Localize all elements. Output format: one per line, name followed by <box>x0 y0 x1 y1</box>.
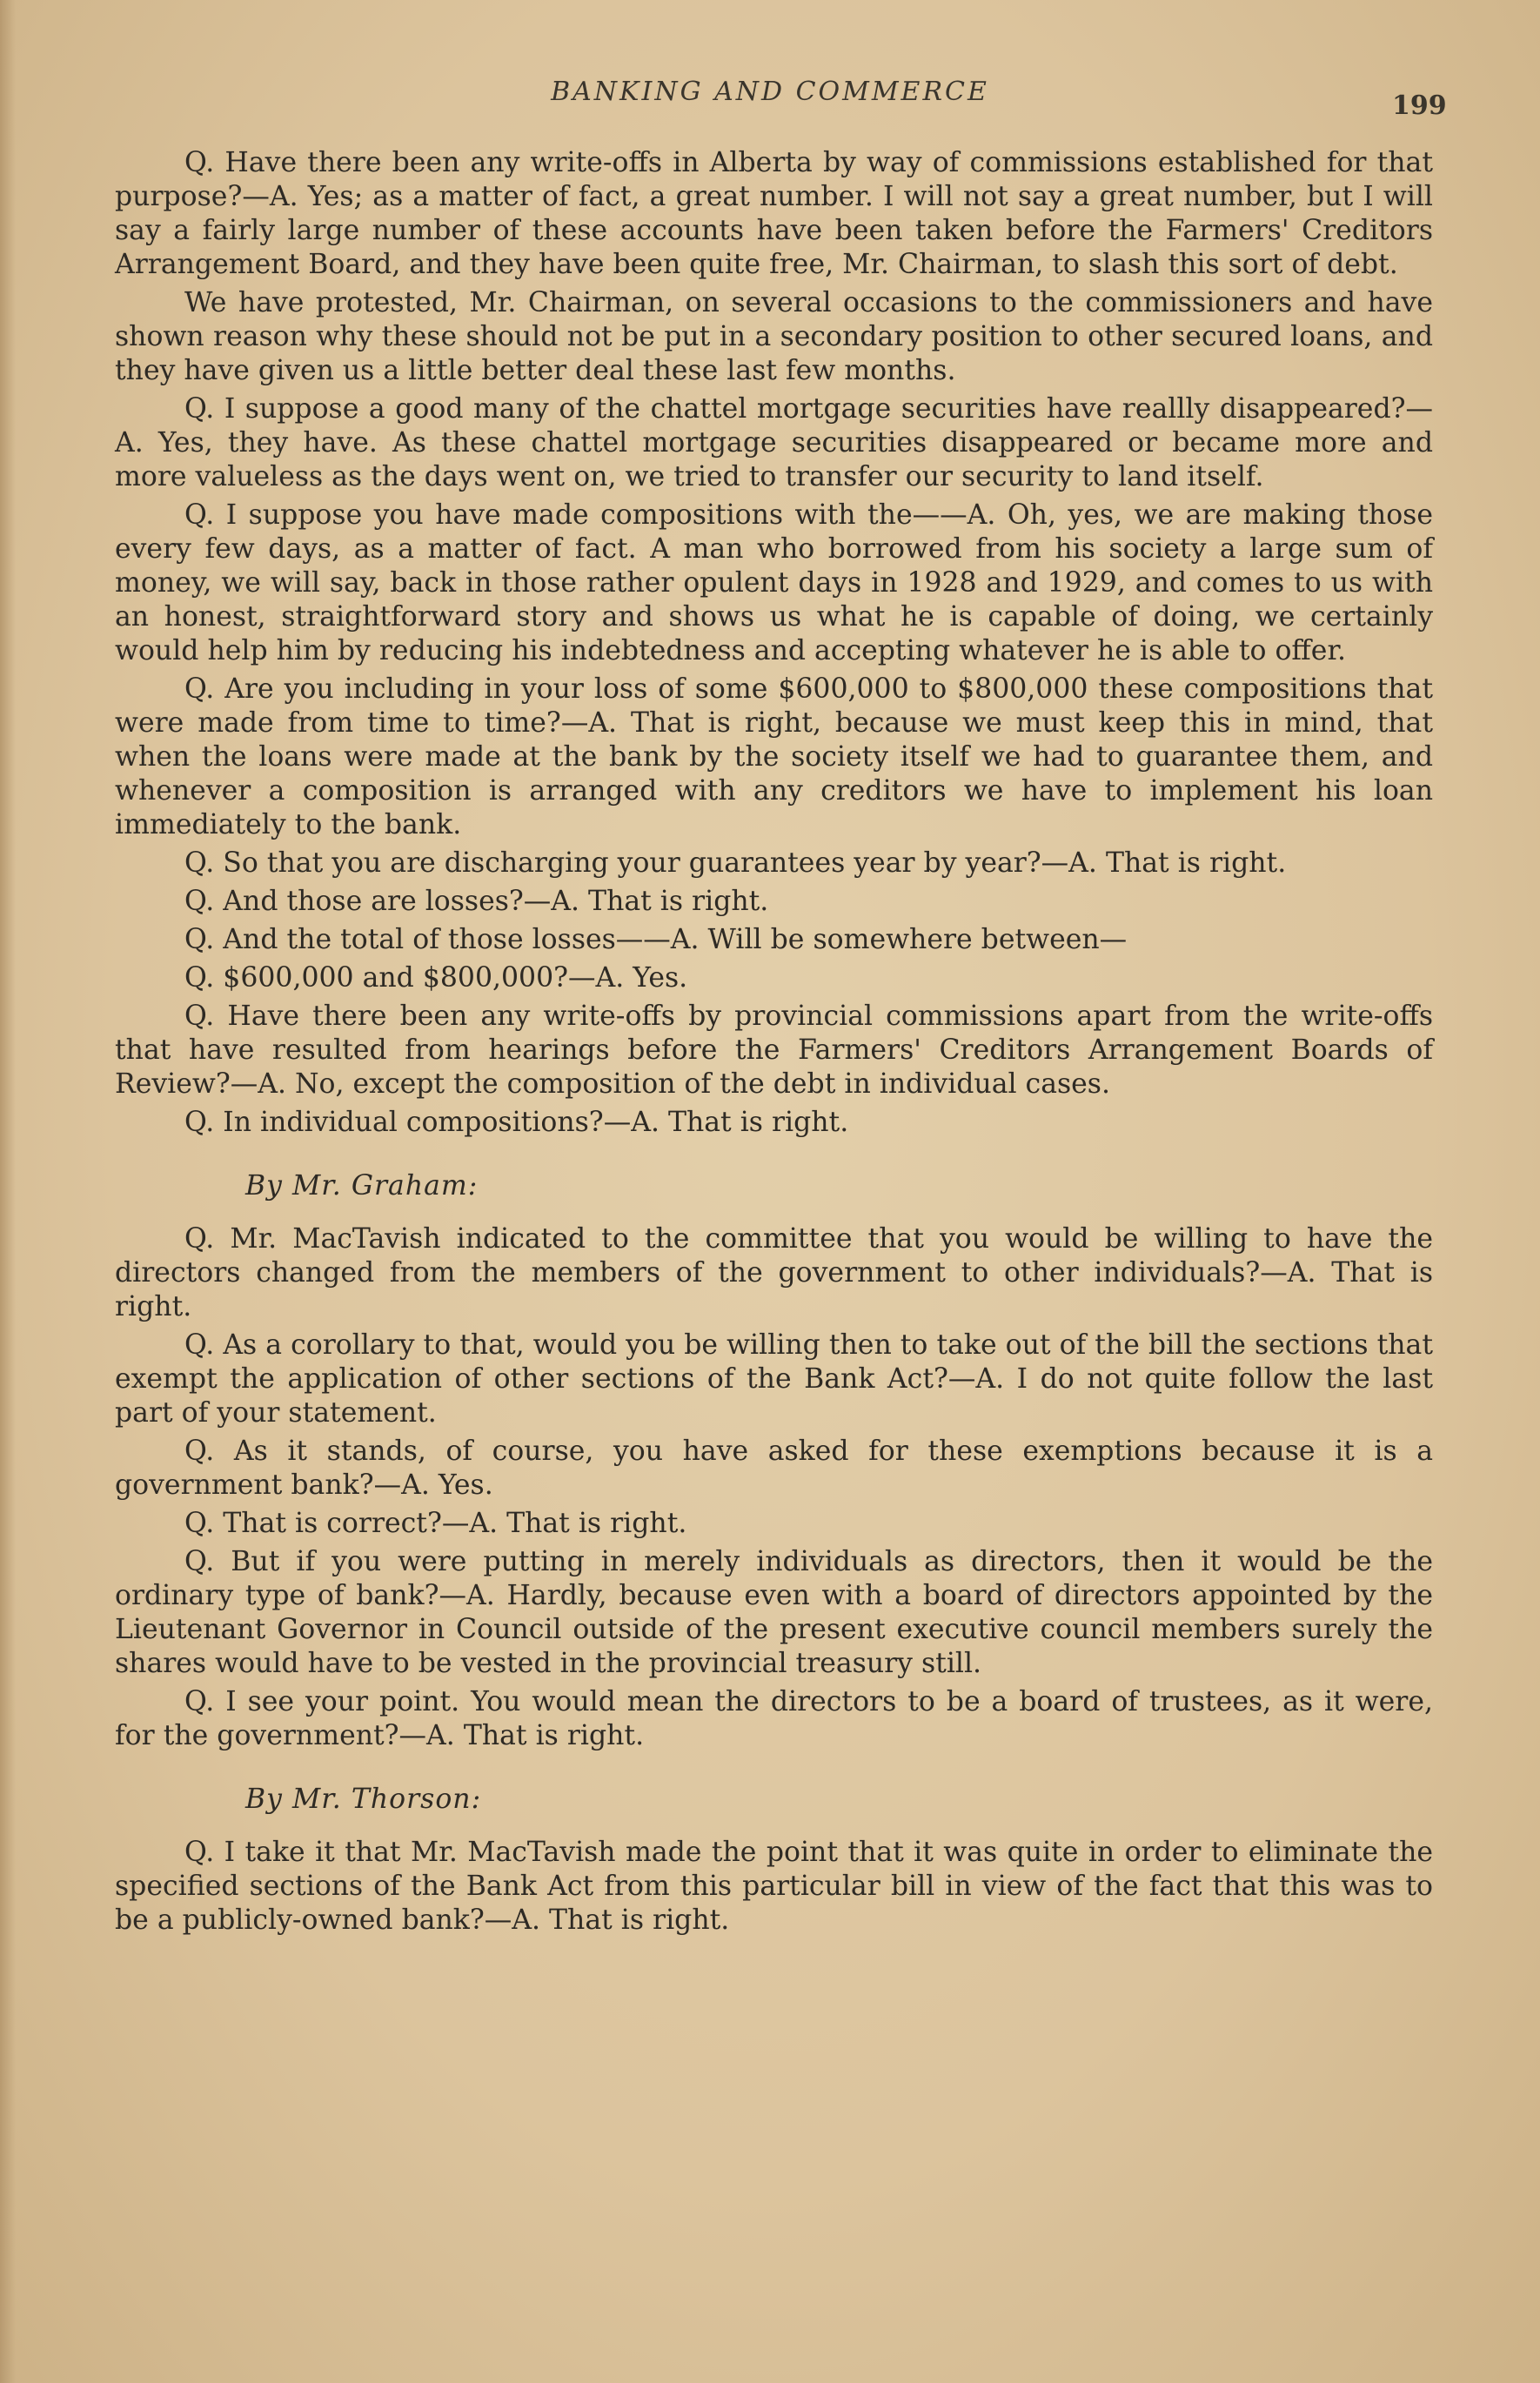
paragraph: Q. Have there been any write-offs in Alberta by way of commissions established for that purpose?—A. Yes; as a matter of fact, a great number. I will not say a great number, but I will say a fairly large number of these accounts have been taken before the Farmers' Creditors Arrangement Board, and they have been quite free, Mr. Chairman, to slash this sort of debt. <box>115 147 1433 280</box>
page-edge-shadow <box>0 0 16 2383</box>
paragraph: Q. I suppose you have made compositions with the——A. Oh, yes, we are making those every few days, as a matter of fact. A man who borrowed from his society a large sum of money, we will say, back in those rather opulent days in 1928 and 1929, and comes to us with an honest, straightforward story and shows us what he is capable of doing, we certainly would help him by reducing his indebtedness and accepting whatever he is able to offer. <box>115 499 1433 666</box>
paragraph: Q. I suppose a good many of the chattel mortgage securities have reallly disappeared?—A. Yes, they have. As these chattel mortgage securities disappeared or became more and more valueless as the days went on, we tried to transfer our security to land itself. <box>115 393 1433 492</box>
paragraph: Q. And those are losses?—A. That is right. <box>184 886 769 917</box>
paragraph: Q. $600,000 and $800,000?—A. Yes. <box>184 962 688 994</box>
paragraph: Q. I take it that Mr. MacTavish made the point that it was quite in order to eliminate the specified sections of the Bank Act from this particular bill in view of the fact that this was to be a publicly-owned bank?—A. That is right. <box>115 1837 1433 1936</box>
paragraph: Q. In individual compositions?—A. That is right. <box>184 1107 849 1138</box>
body-text <box>115 146 1433 1942</box>
paragraph: Q. As it stands, of course, you have asked for these exemptions because it is a government bank?—A. Yes. <box>115 1436 1433 1501</box>
paragraph: Q. Have there been any write-offs by provincial commissions apart from the write-offs that have resulted from hearings before the Farmers' Creditors Arrangement Boards of Review?—A. No, except the composition of the debt in individual cases. <box>115 1001 1433 1100</box>
paragraph: We have protested, Mr. Chairman, on several occasions to the commissioners and have shown reason why these should not be put in a secondary position to other secured loans, and they have given us a little better deal these last few months. <box>115 287 1433 386</box>
paragraph: Q. Mr. MacTavish indicated to the committee that you would be willing to have the directors changed from the members of the government to other individuals?—A. That is right. <box>115 1223 1433 1322</box>
page-number: 199 <box>1392 90 1447 121</box>
page-header <box>0 77 1540 129</box>
paragraph: Q. I see your point. You would mean the directors to be a board of trustees, as it were, for the government?—A. That is right. <box>115 1686 1433 1751</box>
speaker-heading: By Mr. Graham: <box>245 1170 479 1202</box>
paragraph: Q. As a corollary to that, would you be willing then to take out of the bill the sections that exempt the application of other sections of the Bank Act?—A. I do not quite follow the last part of your statement. <box>115 1329 1433 1429</box>
paragraph: Q. That is correct?—A. That is right. <box>184 1508 687 1539</box>
running-head: BANKING AND COMMERCE <box>551 77 989 107</box>
paragraph: Q. Are you including in your loss of some $600,000 to $800,000 these compositions that were made from time to time?—A. That is right, because we must keep this in mind, that when the loans were made at the bank by the society itself we had to guarantee them, and whenever a composition is arranged with any creditors we have to implement his loan immediately to the bank. <box>115 673 1433 840</box>
paragraph: Q. But if you were putting in merely individuals as directors, then it would be the ordinary type of bank?—A. Hardly, because even with a board of directors appointed by the Lieutenant Governor in Council outside of the present executive council members surely the shares would have to be vested in the provincial treasury still. <box>115 1546 1433 1679</box>
speaker-heading: By Mr. Thorson: <box>245 1784 482 1815</box>
paragraph: Q. And the total of those losses——A. Will be somewhere between— <box>184 924 1128 955</box>
paragraph: Q. So that you are discharging your guarantees year by year?—A. That is right. <box>184 847 1287 879</box>
